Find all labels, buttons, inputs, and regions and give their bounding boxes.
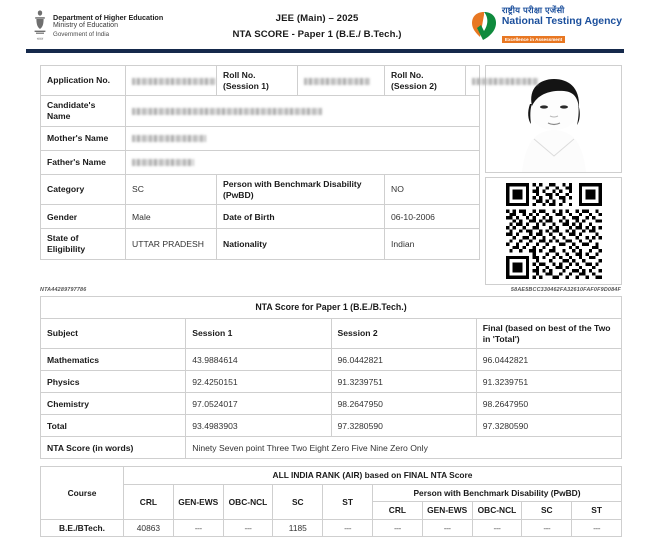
rank-st: --- [323,519,373,537]
table-row [41,150,480,174]
rank-pwbd-crl: --- [372,519,422,537]
nta-hindi-name: राष्ट्रीय परीक्षा एजेंसी [501,4,565,15]
ashoka-emblem-icon [32,9,48,43]
table-row [41,297,622,319]
table-row [41,519,622,537]
rank-crl: 40863 [124,519,174,537]
exam-title: JEE (Main) – 2025 [275,13,359,24]
roll-no-session2-label: Roll No. (Session 2) [385,66,466,96]
pwbd-group-header: Person with Benchmark Disability (PwBD) [372,484,621,502]
nta-english-name: National Testing Agency [501,16,622,28]
table-row [41,229,480,259]
category-value: SC [126,174,217,204]
svg-text:भारत: भारत [36,37,44,41]
final-score: 96.0442821 [476,349,621,371]
document-hash-code: 58AE5BCC330462FA32610FAF0F9D084F [510,287,621,293]
rank-obc-ncl: --- [223,519,273,537]
candidate-name-value [126,96,480,126]
subject-name: Physics [41,371,186,393]
document-title [163,13,471,40]
qr-code [485,177,622,285]
candidate-details-section [40,65,622,285]
redacted-value [132,159,194,166]
father-name-label: Father's Name [41,150,126,174]
score-in-words-value: Ninety Seven point Three Two Eight Zero Five Nine Zero Only [186,437,622,459]
table-row [41,205,480,229]
nta-reference-code: NTA44289797786 [40,287,87,293]
column-header-crl: CRL [124,484,174,519]
table-row [41,415,622,437]
rank-table-title: ALL INDIA RANK (AIR) based on FINAL NTA Score [124,467,622,485]
state-value: UTTAR PRADESH [126,229,217,259]
pwbd-label: Person with Benchmark Disability (PwBD) [217,174,385,204]
table-row [41,96,480,126]
score-in-words-label: NTA Score (in words) [41,437,186,459]
table-row [41,371,622,393]
gender-value: Male [126,205,217,229]
rank-pwbd-st: --- [572,519,622,537]
redacted-value [132,108,322,115]
table-row [41,319,622,349]
state-label: State of Eligibility [41,229,126,259]
rank-pwbd-sc: --- [522,519,572,537]
redacted-value [132,78,216,85]
table-row [41,66,480,96]
session2-score: 96.0442821 [331,349,476,371]
table-row [41,437,622,459]
redacted-value [132,135,206,142]
document-subtitle: NTA SCORE - Paper 1 (B.E./ B.Tech.) [232,29,402,40]
candidate-name-label: Candidate's Name [41,96,126,126]
nta-checkmark-icon [471,11,497,41]
ministry-logo [32,9,163,43]
column-header-pwbd-sc: SC [522,502,572,520]
subject-name: Chemistry [41,393,186,415]
roll-no-session1-label: Roll No. (Session 1) [217,66,298,96]
mother-name-label: Mother's Name [41,126,126,150]
session1-score: 92.4250151 [186,371,331,393]
rank-pwbd-gen-ews: --- [422,519,472,537]
column-header-pwbd-crl: CRL [372,502,422,520]
final-score: 97.3280590 [476,415,621,437]
column-header-pwbd-gen-ews: GEN-EWS [422,502,472,520]
final-score: 98.2647950 [476,393,621,415]
session1-score: 43.9884614 [186,349,331,371]
subject-name: Total [41,415,186,437]
column-header-session2: Session 2 [331,319,476,349]
nta-score-table [40,296,622,459]
rank-sc: 1185 [273,519,323,537]
mother-name-value [126,126,480,150]
dob-value: 06-10-2006 [385,205,480,229]
ministry-line-3: Government of India [53,30,110,38]
application-no-label: Application No. [41,66,126,96]
nationality-label: Nationality [217,229,385,259]
final-score: 91.3239751 [476,371,621,393]
table-row [41,393,622,415]
column-header-obc-ncl: OBC-NCL [223,484,273,519]
subject-name: Mathematics [41,349,186,371]
gender-label: Gender [41,205,126,229]
all-india-rank-table [40,466,622,537]
nta-tagline: Excellence in Assessment [502,36,565,43]
column-header-pwbd-st: ST [572,502,622,520]
session2-score: 91.3239751 [331,371,476,393]
pwbd-value: NO [385,174,480,204]
redacted-value [304,78,370,85]
column-header-pwbd-obc-ncl: OBC-NCL [472,502,522,520]
table-row [41,174,480,204]
ministry-line-1: Department of Higher Education [53,12,164,22]
column-header-subject: Subject [41,319,186,349]
course-header: Course [41,467,124,520]
roll-no-session2-value [466,66,480,96]
table-row [41,467,622,485]
column-header-sc: SC [273,484,323,519]
column-header-gen-ews: GEN-EWS [173,484,223,519]
table-row [41,349,622,371]
nationality-value: Indian [385,229,480,259]
qr-code-icon [506,183,602,279]
candidate-details-table [40,65,480,260]
table-row [41,484,622,502]
media-column [485,65,622,285]
column-header-final: Final (based on best of the Two in 'Total') [476,319,621,349]
score-table-title: NTA Score for Paper 1 (B.E./B.Tech.) [41,297,622,319]
column-header-session1: Session 1 [186,319,331,349]
session1-score: 97.0524017 [186,393,331,415]
course-name: B.E./BTech. [41,519,124,537]
roll-no-session1-value [298,66,385,96]
dob-label: Date of Birth [217,205,385,229]
nta-logo [471,6,622,47]
session2-score: 97.3280590 [331,415,476,437]
father-name-value [126,150,480,174]
table-row [41,126,480,150]
rank-gen-ews: --- [173,519,223,537]
column-header-st: ST [323,484,373,519]
page-header [0,0,650,46]
session2-score: 98.2647950 [331,393,476,415]
reference-codes [40,287,622,293]
session1-score: 93.4983903 [186,415,331,437]
application-no-value [126,66,217,96]
category-label: Category [41,174,126,204]
rank-pwbd-obc-ncl: --- [472,519,522,537]
redacted-value [472,78,538,85]
ministry-line-2: Ministry of Education [53,22,118,30]
